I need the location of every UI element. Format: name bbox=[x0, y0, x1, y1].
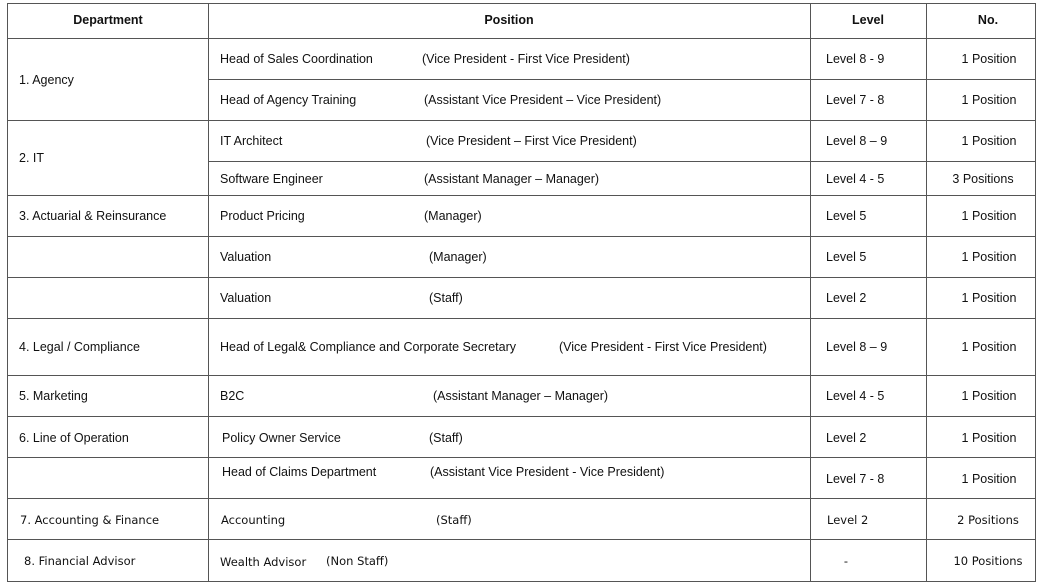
row-divider bbox=[7, 375, 1036, 376]
position-title: Head of Agency Training bbox=[220, 93, 357, 107]
column-divider bbox=[7, 3, 8, 582]
count-cell: 1 Position bbox=[961, 472, 1017, 486]
row-divider bbox=[7, 416, 1036, 417]
department-cell: 7. Accounting & Finance bbox=[20, 513, 160, 527]
count-cell: 1 Position bbox=[961, 340, 1017, 354]
level-cell: Level 8 – 9 bbox=[826, 340, 888, 354]
row-divider bbox=[7, 3, 1036, 4]
count-cell: 1 Position bbox=[961, 209, 1017, 223]
count-cell: 1 Position bbox=[961, 291, 1017, 305]
level-cell: Level 4 - 5 bbox=[826, 389, 885, 403]
position-title: Wealth Advisor bbox=[220, 555, 307, 569]
department-cell: 4. Legal / Compliance bbox=[19, 340, 140, 354]
header-number: No. bbox=[977, 13, 999, 27]
row-divider bbox=[7, 498, 1036, 499]
level-cell: Level 2 bbox=[827, 513, 869, 527]
department-cell: 2. IT bbox=[19, 151, 45, 165]
column-divider bbox=[208, 3, 209, 582]
column-divider bbox=[926, 3, 927, 582]
position-title: Product Pricing bbox=[220, 209, 305, 223]
position-rank: (Vice President - First Vice President) bbox=[559, 340, 767, 354]
position-title: Head of Claims Department bbox=[222, 465, 377, 479]
row-divider bbox=[7, 457, 1036, 458]
row-divider bbox=[7, 38, 1036, 39]
position-rank: (Non Staff) bbox=[326, 554, 389, 568]
position-title: Accounting bbox=[221, 513, 286, 527]
level-cell: Level 4 - 5 bbox=[826, 172, 885, 186]
position-title: Software Engineer bbox=[220, 172, 323, 186]
position-title: Valuation bbox=[220, 250, 272, 264]
header-level: Level bbox=[852, 13, 884, 27]
level-cell: Level 2 bbox=[826, 431, 867, 445]
count-cell: 1 Position bbox=[961, 389, 1017, 403]
position-rank: (Manager) bbox=[424, 209, 482, 223]
row-divider bbox=[7, 120, 1036, 121]
level-cell: Level 8 - 9 bbox=[826, 52, 885, 66]
position-rank: (Manager) bbox=[429, 250, 487, 264]
level-cell: - bbox=[843, 554, 849, 568]
position-rank: (Assistant Manager – Manager) bbox=[424, 172, 600, 186]
column-divider bbox=[1035, 3, 1036, 582]
count-cell: 2 Positions bbox=[957, 513, 1019, 527]
position-title: Head of Sales Coordination bbox=[220, 52, 373, 66]
row-divider bbox=[7, 581, 1036, 582]
level-cell: Level 7 - 8 bbox=[826, 472, 885, 486]
level-cell: Level 7 - 8 bbox=[826, 93, 885, 107]
position-title: Policy Owner Service bbox=[222, 431, 341, 445]
row-divider bbox=[7, 318, 1036, 319]
position-title: Head of Legal& Compliance and Corporate Secretary bbox=[220, 340, 517, 354]
position-rank: (Assistant Vice President - Vice President) bbox=[430, 465, 665, 479]
department-cell: 1. Agency bbox=[19, 73, 74, 87]
position-rank: (Assistant Vice President – Vice President) bbox=[424, 93, 662, 107]
position-rank: (Staff) bbox=[429, 291, 463, 305]
department-cell: 8. Financial Advisor bbox=[24, 554, 136, 568]
count-cell: 1 Position bbox=[961, 93, 1017, 107]
position-rank: (Assistant Manager – Manager) bbox=[433, 389, 609, 403]
position-rank: (Staff) bbox=[429, 431, 463, 445]
level-cell: Level 5 bbox=[826, 250, 867, 264]
column-divider bbox=[810, 3, 811, 582]
row-divider bbox=[208, 161, 1036, 162]
header-department: Department bbox=[73, 13, 143, 27]
department-cell: 3. Actuarial & Reinsurance bbox=[19, 209, 167, 223]
position-rank: (Staff) bbox=[436, 513, 472, 527]
count-cell: 3 Positions bbox=[952, 172, 1014, 186]
department-cell: 6. Line of Operation bbox=[19, 431, 129, 445]
count-cell: 1 Position bbox=[961, 134, 1017, 148]
position-rank: (Vice President - First Vice President) bbox=[422, 52, 630, 66]
count-cell: 10 Positions bbox=[953, 554, 1023, 568]
row-divider bbox=[7, 277, 1036, 278]
count-cell: 1 Position bbox=[961, 431, 1017, 445]
position-title: B2C bbox=[220, 389, 245, 403]
header-position: Position bbox=[484, 13, 534, 27]
row-divider bbox=[7, 236, 1036, 237]
row-divider bbox=[7, 195, 1036, 196]
department-cell: 5. Marketing bbox=[19, 389, 88, 403]
level-cell: Level 5 bbox=[826, 209, 867, 223]
count-cell: 1 Position bbox=[961, 52, 1017, 66]
level-cell: Level 8 – 9 bbox=[826, 134, 888, 148]
row-divider bbox=[7, 539, 1036, 540]
position-title: IT Architect bbox=[220, 134, 283, 148]
position-rank: (Vice President – First Vice President) bbox=[426, 134, 637, 148]
level-cell: Level 2 bbox=[826, 291, 867, 305]
row-divider bbox=[208, 79, 1036, 80]
position-title: Valuation bbox=[220, 291, 272, 305]
count-cell: 1 Position bbox=[961, 250, 1017, 264]
